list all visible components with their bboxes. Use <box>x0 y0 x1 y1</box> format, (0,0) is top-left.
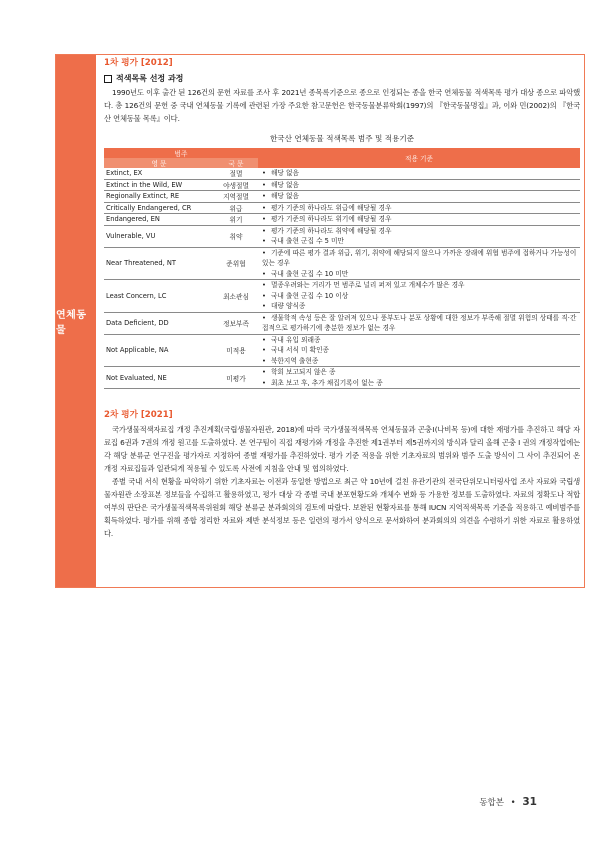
row-korean-name: 정보부족 <box>214 312 258 334</box>
row-rules <box>258 312 580 334</box>
stage2-paragraph-1: 국가생물적색자료집 개정 추진계획(국립생물자원관, 2018)에 따라 국가생물적색목록 연체동물과 곤충Ⅰ(나비목 등)에 대한 재평가를 추진하고 해당 자료집 6권과 7권의 개정 원고를 도출하였다. 본 연구팀이 직접 재평가와 개정을 추진한 제1권부터 제5권까지의 방식과 달리 올해 곤충 I 권의 개정작업에는 각 해당 분류군 연구진을 평가자로 지정하여 종별 재평가를 추진하였다. 평가 기준 적용을 위한 기초자료의 범위와 범주 도출 방식이 그 사이 추진되어 온 개정 자료집들과 일관되게 적용될 수 있도록 사전에 지침을 안내 및 협의하였다. <box>104 425 580 473</box>
header-korean: 국 문 <box>214 158 258 168</box>
table-row <box>104 202 580 214</box>
header-english: 영 문 <box>104 158 214 168</box>
page-footer <box>479 796 537 808</box>
row-rules <box>258 214 580 226</box>
row-rules <box>258 168 580 179</box>
table-caption: 한국산 연체동물 적색목록 범주 및 적용기준 <box>269 134 415 143</box>
table-row <box>104 247 580 280</box>
rule-item: • 생물학적 속성 등은 잘 알려져 있으나 풍부도나 분포 상황에 대한 정보가 부족해 절멸 위험의 상태를 직·간접적으로 평가하기에 충분한 정보가 없는 경우 <box>262 313 578 334</box>
table-row <box>104 168 580 179</box>
table-row <box>104 225 580 247</box>
mollusca-section <box>55 54 585 588</box>
table-row <box>104 334 580 367</box>
table-row <box>104 367 580 389</box>
row-korean-name: 절멸 <box>214 168 258 179</box>
row-rules <box>258 202 580 214</box>
row-korean-name: 최소관심 <box>214 280 258 313</box>
row-korean-name: 위기 <box>214 214 258 226</box>
table-body <box>104 168 580 389</box>
footer-label: 동합본 <box>479 798 504 808</box>
row-korean-name: 위급 <box>214 202 258 214</box>
category-table <box>104 148 580 389</box>
rule-item: • 북한지역 출현종 <box>262 356 578 367</box>
stage1-paragraph: 1990년도 이후 출간 된 126건의 문헌 자료를 조사 후 2021년 종목록기준으로 종으로 인정되는 종을 한국 연체동물 적색목록 평가 대상 종으로 파악했다. 총 126건의 문헌 중 국내 연체동물 기록에 관련된 가장 주요한 참고문헌은 한국동물분류학회(1997)의 『한국동물명집』과, 이와 민(2002)의 『한국산 연체동물 목록』이다. <box>104 88 580 123</box>
rule-item: • 기준에 따른 평가 결과 위급, 위기, 취약에 해당되지 않으나 가까운 장래에 위협 범주에 접하거나 가능성이 있는 경우 <box>262 248 578 269</box>
row-rules <box>258 334 580 367</box>
row-korean-name: 미평가 <box>214 367 258 389</box>
row-english-name: Not Applicable, NA <box>104 334 214 367</box>
table-row <box>104 214 580 226</box>
table-row <box>104 312 580 334</box>
row-korean-name: 미적용 <box>214 334 258 367</box>
row-korean-name: 지역절멸 <box>214 191 258 203</box>
rule-item: • 국내 유입 외래종 <box>262 335 578 346</box>
rule-item: • 평가 기준의 하나라도 취약에 해당될 경우 <box>262 226 578 237</box>
stage1-subhead <box>104 73 580 84</box>
row-english-name: Regionally Extinct, RE <box>104 191 214 203</box>
row-english-name: Extinct, EX <box>104 168 214 179</box>
row-rules <box>258 247 580 280</box>
rule-item: • 국내 출현 군집 수 5 미만 <box>262 236 578 247</box>
page-number: 31 <box>522 796 537 808</box>
row-english-name: Endangered, EN <box>104 214 214 226</box>
rule-item: • 대량 양식종 <box>262 301 578 312</box>
rule-item: • 학회 보고되지 않은 종 <box>262 367 578 378</box>
rule-item: • 해당 없음 <box>262 191 578 202</box>
header-category: 범주 <box>104 148 258 158</box>
footer-separator: • <box>510 798 516 808</box>
stage1-subhead-text: 적색목록 선정 과정 <box>116 74 184 83</box>
table-header-row-1 <box>104 148 580 158</box>
section-label: 연체동물 <box>56 310 87 336</box>
row-korean-name: 취약 <box>214 225 258 247</box>
rule-item: • 멸종우려와는 거리가 먼 범주로 널리 퍼져 있고 개체수가 많은 경우 <box>262 280 578 291</box>
rule-item: • 국내 출현 군집 수 10 미만 <box>262 269 578 280</box>
table-row <box>104 179 580 191</box>
row-rules <box>258 280 580 313</box>
row-english-name: Extinct in the Wild, EW <box>104 179 214 191</box>
stage1-title: 1차 평가 [2012] <box>104 58 173 68</box>
row-english-name: Near Threatened, NT <box>104 247 214 280</box>
row-english-name: Data Deficient, DD <box>104 312 214 334</box>
row-rules <box>258 225 580 247</box>
section-content <box>104 58 580 540</box>
section-side-band <box>56 55 96 587</box>
row-english-name: Least Concern, LC <box>104 280 214 313</box>
rule-item: • 국내 서식 미 확인종 <box>262 345 578 356</box>
row-korean-name: 준위협 <box>214 247 258 280</box>
row-english-name: Not Evaluated, NE <box>104 367 214 389</box>
stage2-title: 2차 평가 [2021] <box>104 410 173 420</box>
rule-item: • 해당 없음 <box>262 168 578 179</box>
row-rules <box>258 367 580 389</box>
row-english-name: Critically Endangered, CR <box>104 202 214 214</box>
row-english-name: Vulnerable, VU <box>104 225 214 247</box>
table-row <box>104 280 580 313</box>
rule-item: • 평가 기준의 하나라도 위기에 해당될 경우 <box>262 214 578 225</box>
rule-item: • 해당 없음 <box>262 180 578 191</box>
table-row <box>104 191 580 203</box>
checkbox-square-icon <box>104 75 112 83</box>
header-rule: 적용 기준 <box>258 148 580 168</box>
row-rules <box>258 179 580 191</box>
rule-item: • 국내 출현 군집 수 10 이상 <box>262 291 578 302</box>
rule-item: • 최초 보고 후, 추가 채집기록이 없는 종 <box>262 378 578 389</box>
rule-item: • 평가 기준의 하나라도 위급에 해당될 경우 <box>262 203 578 214</box>
row-rules <box>258 191 580 203</box>
row-korean-name: 야생절멸 <box>214 179 258 191</box>
stage2-paragraph-2: 종별 국내 서식 현황을 파악하기 위한 기초자료는 이전과 동일한 방법으로 최근 약 10년에 걸친 유관기관의 전국단위모니터링사업 조사 자료와 국립생물자원관 소장표본 정보들을 수집하고 활용하였고, 평가 대상 각 종별 국내 분포현황도와 개체수 변화 등 가용한 정보를 도출하였다. 자료의 정확도나 적합 여부의 판단은 국가생물적색목록위원회 해당 분류군 분과회의의 검토에 따랐다. 보완된 현황자료를 통해 IUCN 지역적색목록 기준을 적용하고 예비범주를 획득하였다. 평가를 위해 종합 정리한 자료와 제반 분석정보 등은 일련의 평가서 양식으로 문서화하여 분과회의의 의견을 수렴하기 위한 자료로 활용하였다. <box>104 477 580 538</box>
